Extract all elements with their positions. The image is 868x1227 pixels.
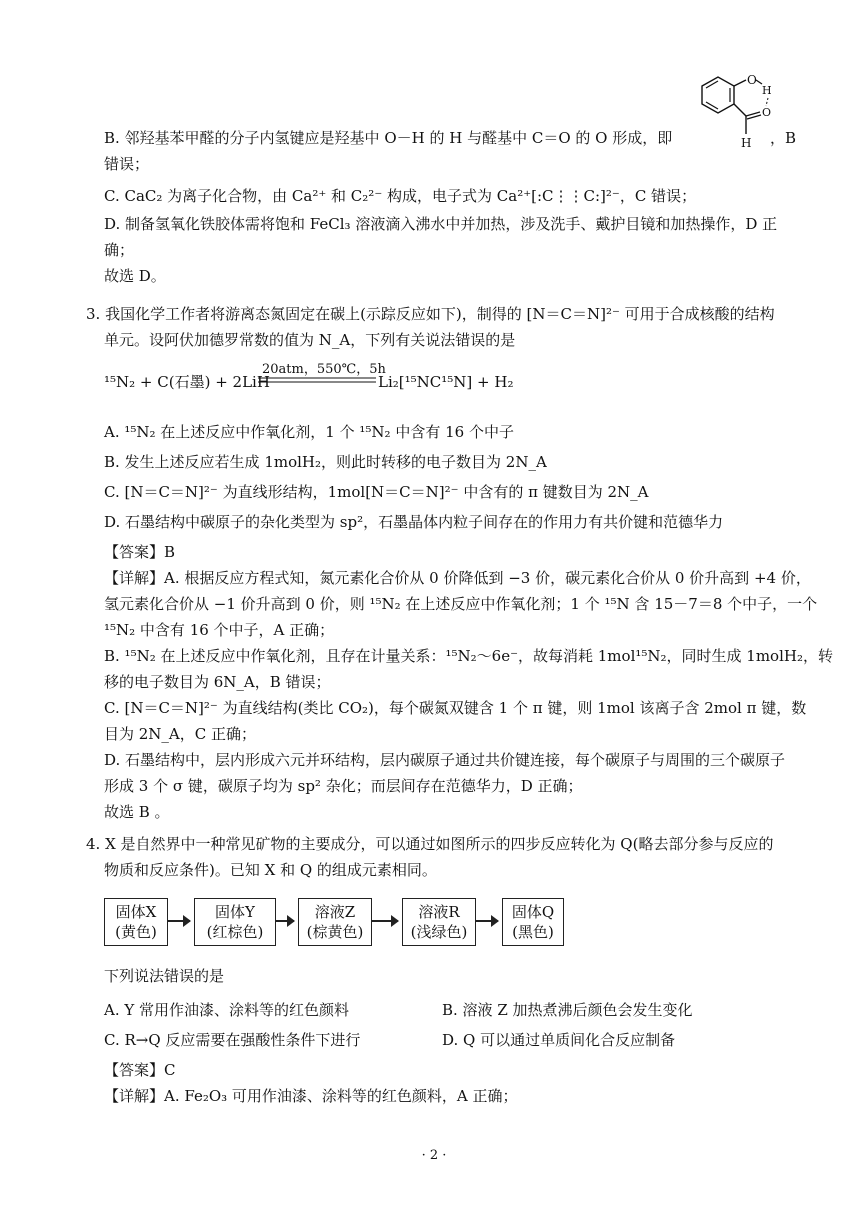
q2-option-c: C. CaC₂ 为离子化合物，由 Ca²⁺ 和 C₂²⁻ 构成，电子式为 Ca²⁺[:C⋮⋮C:]²⁻，C 错误； xyxy=(104,187,697,205)
q3-option-b: B. 发生上述反应若生成 1molH₂，则此时转移的电子数目为 2N_A xyxy=(104,453,547,471)
flow-box-q-note: (黑色) xyxy=(512,923,554,941)
mol-o2: O xyxy=(762,106,772,119)
flow-box-x xyxy=(104,898,168,946)
flow-box-x-note: (黄色) xyxy=(115,923,157,941)
flow-arrow-2 xyxy=(276,920,294,922)
q3-option-a: A. ¹⁵N₂ 在上述反应中作氧化剂，1 个 ¹⁵N₂ 中含有 16 个中子 xyxy=(104,423,514,441)
q3-equation-left: ¹⁵N₂ + C(石墨) + 2LiH xyxy=(104,373,270,391)
q3-equation-equals-sign xyxy=(258,376,376,384)
mol-h2: H xyxy=(741,136,752,150)
mol-h1: H xyxy=(762,84,772,97)
q3-equation-right: Li₂[¹⁵NC¹⁵N] + H₂ xyxy=(378,373,514,391)
q3-option-d: D. 石墨结构中碳原子的杂化类型为 sp²，石墨晶体内粒子间存在的作用力有共价键和范德华力 xyxy=(104,513,724,531)
q2-option-b-line1: B. 邻羟基苯甲醛的分子内氢键应是羟基中 O－H 的 H 与醛基中 C＝O 的 O 形成，即 xyxy=(104,129,673,147)
flow-box-z-note: (棕黄色) xyxy=(306,923,364,941)
flow-box-y xyxy=(194,898,276,946)
q3-detail-line4: B. ¹⁵N₂ 在上述反应中作氧化剂，且存在计量关系：¹⁵N₂～6e⁻，故每消耗 1mol¹⁵N₂，同时生成 1molH₂，转 xyxy=(104,647,833,665)
flow-box-x-name: 固体X xyxy=(115,903,157,921)
q4-detail-line1: 【详解】A. Fe₂O₃ 可用作油漆、涂料等的红色颜料，A 正确； xyxy=(104,1087,518,1105)
flow-box-z-name: 溶液Z xyxy=(314,903,356,921)
mol-o1: O xyxy=(747,73,757,87)
q2-option-b-line1-end: ，B xyxy=(770,129,797,147)
flow-box-q xyxy=(502,898,564,946)
q3-detail-line5: 移的电子数目为 6N_A，B 错误； xyxy=(104,673,331,691)
q2-final-choice: 故选 D。 xyxy=(104,267,166,285)
flow-box-z xyxy=(298,898,372,946)
salicylaldehyde-structure-diagram xyxy=(686,72,782,152)
q3-detail-line8: D. 石墨结构中，层内形成六元并环结构，层内碳原子通过共价键连接，每个碳原子与周围的三个碳原子 xyxy=(104,751,786,769)
q3-detail-line9: 形成 3 个 σ 键，碳原子均为 sp² 杂化；而层间存在范德华力，D 正确； xyxy=(104,777,583,795)
q4-option-d: D. Q 可以通过单质间化合反应制备 xyxy=(442,1031,676,1049)
flow-box-r-note: (浅绿色) xyxy=(410,923,468,941)
q4-option-b: B. 溶液 Z 加热煮沸后颜色会发生变化 xyxy=(442,1001,693,1019)
q3-detail-line7: 目为 2N_A，C 正确； xyxy=(104,725,257,743)
q2-option-b-line2: 错误； xyxy=(104,155,150,173)
flow-arrow-1 xyxy=(168,920,190,922)
q3-option-c: C. [N＝C＝N]²⁻ 为直线形结构，1mol[N＝C＝N]²⁻ 中含有的 π 键数目为 2N_A xyxy=(104,483,649,501)
q3-stem-line1: 3. 我国化学工作者将游离态氮固定在碳上(示踪反应如下)，制得的 [N＝C＝N]²⁻ 可用于合成核酸的结构 xyxy=(86,305,775,323)
q2-option-d-line1: D. 制备氢氧化铁胶体需将饱和 FeCl₃ 溶液滴入沸水中并加热，涉及洗手、戴护目镜和加热操作，D 正 xyxy=(104,215,778,233)
flow-box-q-name: 固体Q xyxy=(511,903,555,921)
q4-answer: 【答案】C xyxy=(104,1061,176,1079)
flow-arrow-3 xyxy=(372,920,398,922)
q4-stem-line1: 4. X 是自然界中一种常见矿物的主要成分，可以通过如图所示的四步反应转化为 Q(略去部分参与反应的 xyxy=(86,835,774,853)
q2-option-d-line2: 确； xyxy=(104,241,135,259)
q4-prompt: 下列说法错误的是 xyxy=(104,967,225,985)
q3-detail-line6: C. [N＝C＝N]²⁻ 为直线结构(类比 CO₂)，每个碳氮双键含 1 个 π 键，则 1mol 该离子含 2mol π 键，数 xyxy=(104,699,807,717)
q3-answer: 【答案】B xyxy=(104,543,176,561)
flow-arrow-4 xyxy=(476,920,498,922)
q4-reaction-flow-diagram xyxy=(104,898,584,950)
q3-stem-line2: 单元。设阿伏加德罗常数的值为 N_A，下列有关说法错误的是 xyxy=(104,331,516,349)
q3-equation-condition: 20atm，550℃，5h xyxy=(262,362,386,377)
flow-box-y-note: (红棕色) xyxy=(206,923,264,941)
q4-option-a: A. Y 常用作油漆、涂料等的红色颜料 xyxy=(104,1001,350,1019)
q3-detail-line10: 故选 B 。 xyxy=(104,803,170,821)
flow-box-y-name: 固体Y xyxy=(215,903,255,921)
q3-detail-line2: 氢元素化合价从 −1 价升高到 0 价，则 ¹⁵N₂ 在上述反应中作氧化剂；1 个 ¹⁵N 含 15－7＝8 个中子，一个 xyxy=(104,595,818,613)
q3-detail-line1: 【详解】A. 根据反应方程式知，氮元素化合价从 0 价降低到 −3 价，碳元素化合价从 0 价升高到 +4 价， xyxy=(104,569,811,587)
q4-option-c: C. R→Q 反应需要在强酸性条件下进行 xyxy=(104,1031,361,1049)
page-number: · 2 · xyxy=(421,1148,447,1163)
q3-detail-line3: ¹⁵N₂ 中含有 16 个中子，A 正确； xyxy=(104,621,335,639)
flow-box-r-name: 溶液R xyxy=(418,903,460,921)
q4-stem-line2: 物质和反应条件)。已知 X 和 Q 的组成元素相同。 xyxy=(104,861,437,879)
flow-box-r xyxy=(402,898,476,946)
